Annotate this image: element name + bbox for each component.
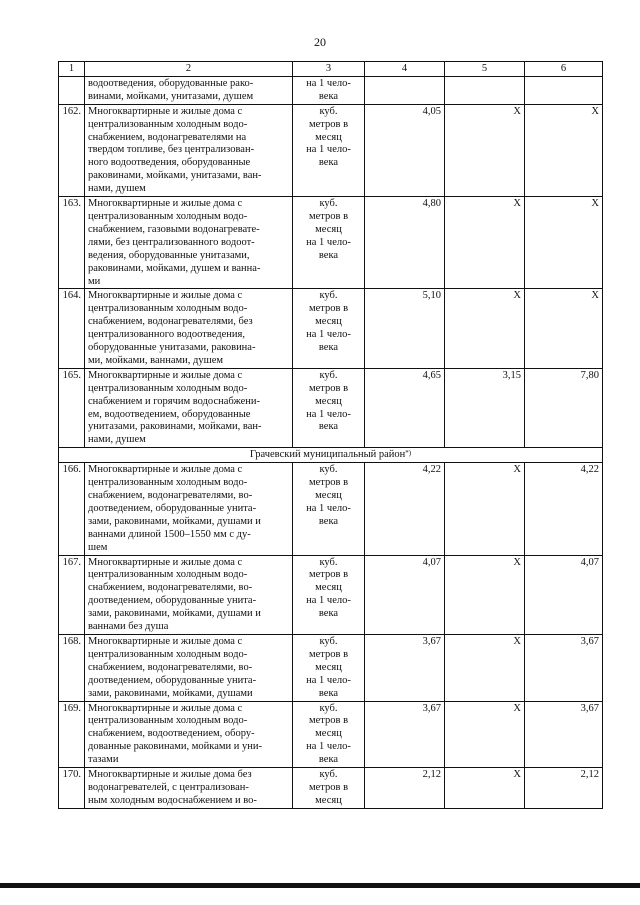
- description-line: раковинами, мойками, душем и ванна-: [88, 262, 261, 274]
- description-line: винами, мойками, унитазами, душем: [88, 90, 254, 102]
- unit-line: на 1 чело-: [306, 236, 351, 248]
- unit-line: месяц: [315, 582, 342, 594]
- unit-line: куб.: [319, 464, 338, 476]
- value-col-6: 7,80: [525, 368, 603, 447]
- column-header-6: 6: [525, 62, 603, 77]
- section-title-cell: [59, 448, 603, 463]
- unit-line: куб.: [319, 198, 338, 210]
- row-description: [85, 555, 293, 634]
- description-line: снабжением и горячим водоснабжени-: [88, 395, 260, 407]
- unit-line: куб.: [319, 556, 338, 568]
- unit-line: месяц: [315, 490, 342, 501]
- description-line: ваннами без душа: [88, 621, 169, 633]
- description-line: Многоквартирные и жилые дома с: [88, 556, 243, 568]
- table-row: [59, 555, 603, 634]
- column-header-2: 2: [85, 62, 293, 77]
- unit-line: куб.: [319, 290, 338, 302]
- unit-line: века: [318, 157, 339, 169]
- description-line: нами, душем: [88, 183, 146, 195]
- description-line: централизованным холодным водо-: [88, 477, 248, 489]
- value-col-5: Х: [445, 463, 525, 555]
- unit-line: куб.: [319, 635, 338, 647]
- unit-line: месяц: [315, 223, 342, 235]
- description-line: оборудованные унитазами, раковина-: [88, 342, 256, 354]
- value-col-4: 4,65: [365, 368, 445, 447]
- description-line: водоотведения, оборудованные рако-: [88, 77, 254, 89]
- section-title: Грачевский муниципальный район: [249, 449, 406, 461]
- description-line: ваннами длиной 1500–1550 мм с ду-: [88, 528, 251, 540]
- description-line: доотведением, оборудованные унита-: [88, 595, 257, 607]
- row-description: [85, 197, 293, 289]
- description-line: лями, без централизованного водоот-: [88, 236, 255, 248]
- value-col-4: 4,07: [365, 555, 445, 634]
- column-header-row: [59, 62, 603, 77]
- table-row: [59, 768, 603, 809]
- row-unit: [293, 634, 365, 701]
- table-row: [59, 463, 603, 555]
- value-col-4: 4,05: [365, 104, 445, 196]
- description-line: централизованным холодным водо-: [88, 303, 248, 315]
- unit-line: куб.: [319, 369, 338, 381]
- unit-line: метров в: [308, 648, 349, 660]
- value-col-5: 3,15: [445, 368, 525, 447]
- unit-line: на 1 чело-: [306, 595, 351, 607]
- description-line: унитазами, раковинами, мойками, ван-: [88, 421, 262, 433]
- description-line: Многоквартирные и жилые дома с: [88, 369, 243, 381]
- value-col-5: [445, 76, 525, 104]
- table-row: [59, 701, 603, 768]
- value-col-6: [525, 76, 603, 104]
- row-description: [85, 368, 293, 447]
- description-line: водонагревателей, с централизован-: [88, 781, 249, 793]
- description-line: доотведением, оборудованные унита-: [88, 502, 257, 514]
- value-col-4: [365, 76, 445, 104]
- unit-line: куб.: [319, 702, 338, 714]
- description-line: ем, водоотведением, оборудованные: [88, 408, 251, 420]
- row-number: 166.: [59, 463, 85, 555]
- description-line: ного водоотведения, оборудованные: [88, 157, 251, 169]
- row-number: 167.: [59, 555, 85, 634]
- description-line: нами, душем: [88, 434, 146, 446]
- description-line: ведения, оборудованные унитазами,: [88, 249, 250, 261]
- row-number: 170.: [59, 768, 85, 809]
- value-col-4: 4,22: [365, 463, 445, 555]
- unit-line: на 1 чело-: [306, 144, 351, 156]
- row-description: [85, 768, 293, 809]
- description-line: ным холодным водоснабжением и во-: [88, 794, 257, 806]
- unit-line: на 1 чело-: [306, 77, 351, 89]
- row-number: 169.: [59, 701, 85, 768]
- value-col-4: 3,67: [365, 701, 445, 768]
- description-line: Многоквартирные и жилые дома с: [88, 635, 243, 647]
- row-unit: [293, 368, 365, 447]
- row-description: [85, 634, 293, 701]
- value-col-5: Х: [445, 555, 525, 634]
- description-line: Многоквартирные и жилые дома без: [88, 769, 252, 781]
- row-number: 168.: [59, 634, 85, 701]
- row-unit: [293, 104, 365, 196]
- description-line: снабжением, водонагревателями, во-: [88, 582, 253, 594]
- unit-line: метров в: [308, 210, 349, 222]
- table-row: [59, 634, 603, 701]
- description-line: централизованным холодным водо-: [88, 210, 248, 222]
- description-line: доотведением, оборудованные унита-: [88, 674, 257, 686]
- unit-line: на 1 чело-: [306, 674, 351, 686]
- unit-line: века: [318, 249, 339, 261]
- column-header-4: 4: [365, 62, 445, 77]
- unit-line: месяц: [315, 131, 342, 143]
- unit-line: метров в: [308, 569, 349, 581]
- unit-line: на 1 чело-: [306, 741, 351, 753]
- unit-line: месяц: [315, 728, 342, 740]
- unit-line: месяц: [315, 794, 342, 806]
- row-description: [85, 701, 293, 768]
- unit-line: века: [318, 421, 339, 433]
- value-col-6: 3,67: [525, 701, 603, 768]
- value-col-6: 2,12: [525, 768, 603, 809]
- row-unit: [293, 701, 365, 768]
- unit-line: метров в: [308, 781, 349, 793]
- unit-line: метров в: [308, 382, 349, 394]
- description-line: централизованным холодным водо-: [88, 118, 248, 130]
- unit-line: века: [318, 515, 339, 527]
- bottom-rule: [0, 883, 640, 888]
- footnote-mark: *): [405, 449, 412, 458]
- row-unit: [293, 76, 365, 104]
- description-line: раковинами, мойками, унитазами, ван-: [88, 170, 262, 182]
- value-col-5: Х: [445, 289, 525, 368]
- description-line: дованные раковинами, мойками и уни-: [88, 741, 262, 753]
- value-col-6: 4,22: [525, 463, 603, 555]
- description-line: снабжением, водонагревателями, во-: [88, 490, 253, 501]
- value-col-4: 3,67: [365, 634, 445, 701]
- column-header-3: 3: [293, 62, 365, 77]
- unit-line: куб.: [319, 105, 338, 117]
- row-number: 164.: [59, 289, 85, 368]
- table-row: [59, 368, 603, 447]
- table-row: [59, 104, 603, 196]
- description-line: централизованного водоотведения,: [88, 329, 245, 341]
- value-col-5: Х: [445, 104, 525, 196]
- description-line: тазами: [88, 754, 119, 766]
- unit-line: века: [318, 754, 339, 766]
- description-line: снабжением, водоотведением, обору-: [88, 728, 255, 740]
- section-header-row: [59, 448, 603, 463]
- row-unit: [293, 555, 365, 634]
- unit-line: метров в: [308, 118, 349, 130]
- value-col-6: 4,07: [525, 555, 603, 634]
- description-line: ми, мойками, ваннами, душем: [88, 354, 224, 366]
- row-number: [59, 76, 85, 104]
- description-line: твердом топливе, без централизован-: [88, 144, 255, 156]
- description-line: зами, раковинами, мойками, душами: [88, 687, 253, 699]
- description-line: централизованным холодным водо-: [88, 382, 248, 394]
- description-line: снабжением, водонагревателями, без: [88, 316, 253, 328]
- description-line: централизованным холодным водо-: [88, 569, 248, 581]
- row-description: [85, 76, 293, 104]
- description-line: Многоквартирные и жилые дома с: [88, 464, 243, 476]
- unit-line: века: [318, 342, 339, 354]
- table-row: [59, 76, 603, 104]
- value-col-5: Х: [445, 634, 525, 701]
- row-number: 165.: [59, 368, 85, 447]
- value-col-6: Х: [525, 289, 603, 368]
- unit-line: века: [318, 687, 339, 699]
- unit-line: месяц: [315, 395, 342, 407]
- page-number: 20: [314, 35, 326, 49]
- value-col-6: 3,67: [525, 634, 603, 701]
- value-col-4: 2,12: [365, 768, 445, 809]
- description-line: Многоквартирные и жилые дома с: [88, 198, 243, 210]
- description-line: снабжением, водонагревателями, во-: [88, 661, 253, 673]
- unit-line: на 1 чело-: [306, 502, 351, 514]
- row-description: [85, 289, 293, 368]
- table-row: [59, 197, 603, 289]
- value-col-5: Х: [445, 701, 525, 768]
- description-line: централизованным холодным водо-: [88, 715, 248, 727]
- description-line: Многоквартирные и жилые дома с: [88, 105, 243, 117]
- row-number: 163.: [59, 197, 85, 289]
- description-line: Многоквартирные и жилые дома с: [88, 290, 243, 302]
- row-unit: [293, 463, 365, 555]
- row-description: [85, 104, 293, 196]
- description-line: Многоквартирные и жилые дома с: [88, 702, 243, 714]
- unit-line: месяц: [315, 316, 342, 328]
- value-col-6: Х: [525, 197, 603, 289]
- value-col-6: Х: [525, 104, 603, 196]
- row-unit: [293, 289, 365, 368]
- unit-line: метров в: [308, 477, 349, 489]
- unit-line: века: [318, 608, 339, 620]
- unit-line: куб.: [319, 769, 338, 781]
- column-header-5: 5: [445, 62, 525, 77]
- row-unit: [293, 768, 365, 809]
- description-line: снабжением, газовыми водонагрeвате-: [88, 223, 260, 235]
- row-description: [85, 463, 293, 555]
- column-header-1: 1: [59, 62, 85, 77]
- unit-line: на 1 чело-: [306, 408, 351, 420]
- row-unit: [293, 197, 365, 289]
- description-line: снабжением, водонагревателями на: [88, 131, 247, 143]
- unit-line: метров в: [308, 715, 349, 727]
- value-col-5: Х: [445, 197, 525, 289]
- norms-table: [58, 61, 603, 809]
- value-col-4: 4,80: [365, 197, 445, 289]
- description-line: зами, раковинами, мойками, душами и: [88, 515, 261, 527]
- value-col-4: 5,10: [365, 289, 445, 368]
- table-body: [59, 62, 603, 809]
- value-col-5: Х: [445, 768, 525, 809]
- table-row: [59, 289, 603, 368]
- unit-line: метров в: [308, 303, 349, 315]
- description-line: централизованным холодным водо-: [88, 648, 248, 660]
- description-line: шем: [88, 541, 108, 553]
- unit-line: на 1 чело-: [306, 329, 351, 341]
- description-line: ми: [88, 275, 101, 287]
- description-line: зами, раковинами, мойками, душами и: [88, 608, 261, 620]
- row-number: 162.: [59, 104, 85, 196]
- unit-line: месяц: [315, 661, 342, 673]
- unit-line: века: [318, 90, 339, 102]
